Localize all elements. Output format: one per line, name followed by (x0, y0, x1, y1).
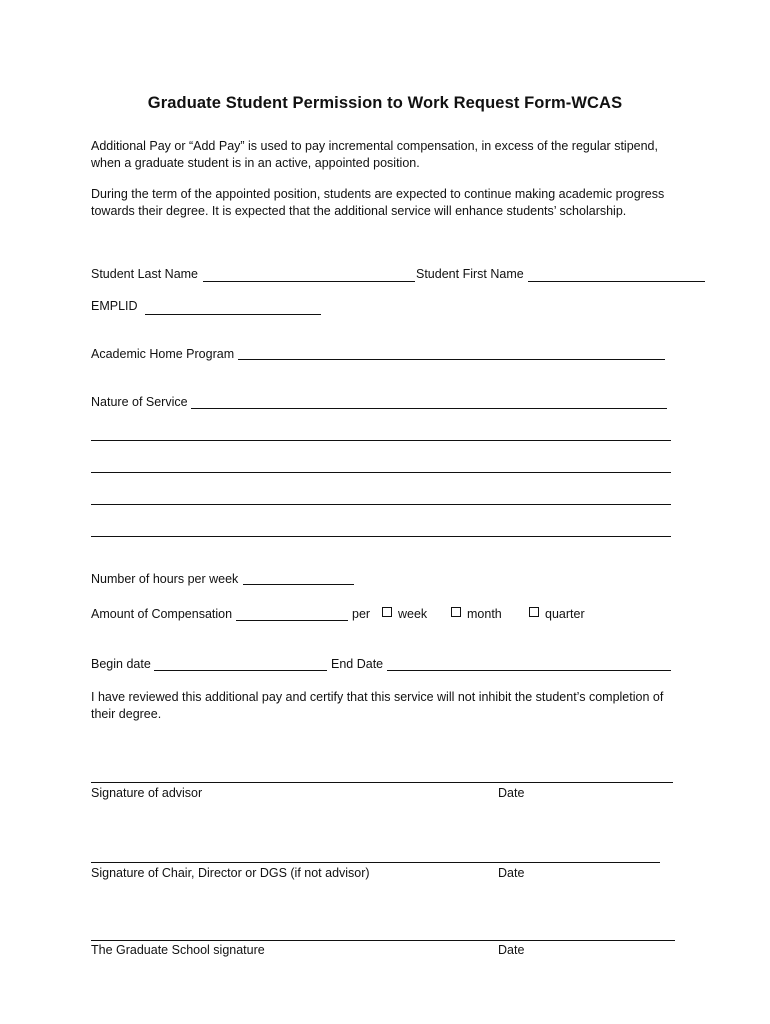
intro-paragraph-academic-progress: During the term of the appointed position, students are expected to continue making academic progress towards their degree. It is expected that the additional service will enhance students’ scholarship. (91, 187, 665, 218)
academic-home-program-field[interactable] (238, 359, 665, 360)
advisor-signature-line[interactable] (91, 782, 673, 783)
chair-date-label: Date (498, 866, 525, 880)
student-first-name-field[interactable] (528, 281, 705, 282)
quarter-checkbox[interactable] (529, 607, 539, 617)
end-date-field[interactable] (387, 670, 671, 671)
certification-text: I have reviewed this additional pay and certify that this service will not inhibit the student’s completion of their degree. (91, 690, 664, 721)
nature-of-service-line[interactable] (91, 472, 671, 473)
academic-home-program-label: Academic Home Program (91, 347, 235, 361)
hours-per-week-field[interactable] (243, 584, 354, 585)
begin-date-label: Begin date (91, 657, 151, 671)
chair-signature-label: Signature of Chair, Director or DGS (if not advisor) (91, 866, 370, 880)
intro-paragraph-add-pay: Additional Pay or “Add Pay” is used to pay incremental compensation, in excess of the regular stipend, when a graduate student is in an active, appointed position. (91, 139, 658, 170)
hours-per-week-label: Number of hours per week (91, 572, 239, 586)
end-date-label: End Date (331, 657, 384, 671)
student-last-name-label: Student Last Name (91, 267, 199, 281)
nature-of-service-field[interactable] (191, 408, 667, 409)
nature-of-service-label: Nature of Service (91, 395, 188, 409)
month-label: month (467, 607, 502, 621)
graduate-school-signature-line[interactable] (91, 940, 675, 941)
emplid-field[interactable] (145, 314, 321, 315)
week-label: week (398, 607, 428, 621)
compensation-label: Amount of Compensation (91, 607, 233, 621)
nature-of-service-line[interactable] (91, 504, 671, 505)
chair-signature-line[interactable] (91, 862, 660, 863)
month-checkbox[interactable] (451, 607, 461, 617)
advisor-signature-label: Signature of advisor (91, 786, 203, 800)
begin-date-field[interactable] (154, 670, 327, 671)
graduate-school-date-label: Date (498, 943, 525, 957)
graduate-school-signature-label: The Graduate School signature (91, 943, 265, 957)
nature-of-service-line[interactable] (91, 440, 671, 441)
student-first-name-label: Student First Name (416, 267, 524, 281)
page-title: Graduate Student Permission to Work Request Form-WCAS (147, 94, 623, 112)
nature-of-service-line[interactable] (91, 536, 671, 537)
week-checkbox[interactable] (382, 607, 392, 617)
quarter-label: quarter (545, 607, 585, 621)
per-label: per (352, 607, 371, 621)
compensation-field[interactable] (236, 620, 348, 621)
emplid-label: EMPLID (91, 299, 138, 313)
advisor-date-label: Date (498, 786, 525, 800)
student-last-name-field[interactable] (203, 281, 415, 282)
